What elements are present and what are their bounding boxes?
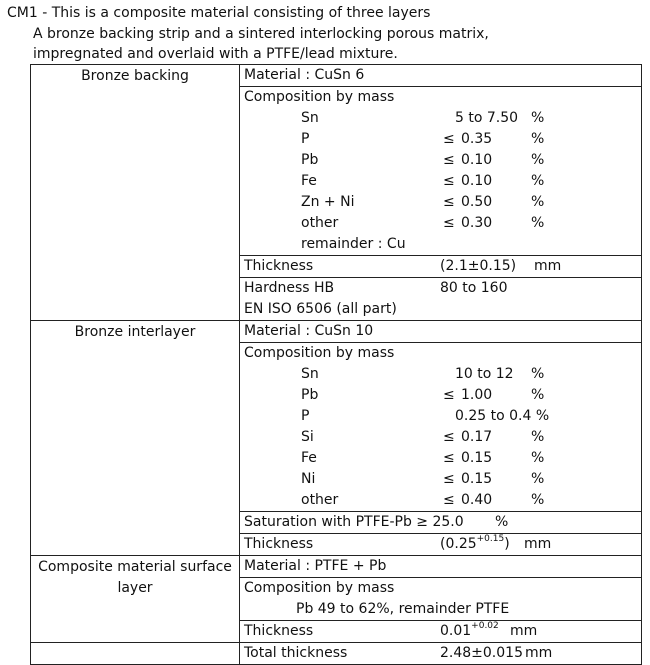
surface-material: Material : PTFE + Pb <box>244 558 387 574</box>
composition-row: P 0.25 to 0.4 % <box>301 408 550 424</box>
surface-thickness-cell <box>240 621 642 643</box>
total-thickness-cell <box>240 643 642 665</box>
surface-material-cell <box>240 556 642 578</box>
surface-label-cell <box>31 556 240 643</box>
composition-row: Sn 10 to 12 % <box>301 366 545 382</box>
total-left-cell <box>31 643 240 665</box>
composition-row: Ni ≤ 0.15 % <box>301 471 545 487</box>
interlayer-thickness-value: $(0.25^{+0.15})$ <box>440 534 510 552</box>
composition-row: P ≤ 0.35 % <box>301 131 545 147</box>
backing-thickness-cell <box>240 256 642 278</box>
composition-row: Pb ≤ 1.00 % <box>301 387 545 403</box>
interlayer-saturation-unit: % <box>495 514 509 530</box>
backing-thickness-label: Thickness <box>244 258 314 274</box>
material-spec-table <box>30 64 642 665</box>
interlayer-thickness-cell <box>240 534 642 556</box>
composition-row: other ≤ 0.30 % <box>301 215 545 231</box>
composition-row: Fe ≤ 0.15 % <box>301 450 545 466</box>
surface-label-line-1: Composite material surface <box>38 559 232 575</box>
backing-hardness-label: Hardness HB <box>244 280 335 296</box>
total-thickness-label: Total thickness <box>244 645 348 661</box>
surface-thickness-unit: mm <box>510 623 538 639</box>
total-thickness-value: 2.48±0.015 <box>440 645 523 661</box>
composition-row: Zn + Ni ≤ 0.50 % <box>301 194 545 210</box>
backing-hardness-cell <box>240 278 642 321</box>
backing-composition-title: Composition by mass <box>244 89 395 105</box>
composition-row: Si ≤ 0.17 % <box>301 429 545 445</box>
surface-composition-text: Pb 49 to 62%, remainder PTFE <box>296 601 510 617</box>
composition-row: Sn 5 to 7.50 % <box>301 110 545 126</box>
interlayer-material: Material : CuSn 10 <box>244 323 374 339</box>
surface-composition-title: Composition by mass <box>244 580 395 596</box>
interlayer-material-cell <box>240 321 642 343</box>
total-thickness-unit: mm <box>525 645 553 661</box>
backing-thickness-unit: mm <box>534 258 562 274</box>
interlayer-saturation: Saturation with PTFE-Pb ≥ 25.0 <box>244 514 464 530</box>
backing-remainder: remainder : Cu <box>301 236 406 252</box>
backing-material: Material : CuSn 6 <box>244 67 365 83</box>
composition-row: other ≤ 0.40 % <box>301 492 545 508</box>
interlayer-composition-title: Composition by mass <box>244 345 395 361</box>
intro-line-2: A bronze backing strip and a sintered interlocking porous matrix, <box>33 26 489 42</box>
backing-composition-cell <box>240 87 642 256</box>
interlayer-thickness-unit: mm <box>524 536 552 552</box>
backing-thickness-value: (2.1±0.15) <box>440 258 517 274</box>
interlayer-label: Bronze interlayer <box>74 324 196 340</box>
composition-row: Pb ≤ 0.10 % <box>301 152 545 168</box>
surface-label-line-2: layer <box>117 580 153 596</box>
interlayer-thickness-label: Thickness <box>244 536 314 552</box>
backing-label: Bronze backing <box>81 68 189 84</box>
surface-thickness-label: Thickness <box>244 623 314 639</box>
surface-composition-cell <box>240 578 642 621</box>
intro-line-3: impregnated and overlaid with a PTFE/lead mixture. <box>33 46 398 62</box>
intro-line-1: CM1 - This is a composite material consisting of three layers <box>7 5 431 21</box>
interlayer-saturation-cell <box>240 512 642 534</box>
surface-thickness-value: $0.01^{+0.02}$ <box>440 621 499 639</box>
backing-material-cell <box>240 65 642 87</box>
interlayer-composition-cell <box>240 343 642 512</box>
backing-hardness-value: 80 to 160 <box>440 280 508 296</box>
interlayer-label-cell <box>31 321 240 556</box>
backing-standard: EN ISO 6506 (all part) <box>244 301 397 317</box>
composition-row: Fe ≤ 0.10 % <box>301 173 545 189</box>
backing-label-cell <box>31 65 240 321</box>
